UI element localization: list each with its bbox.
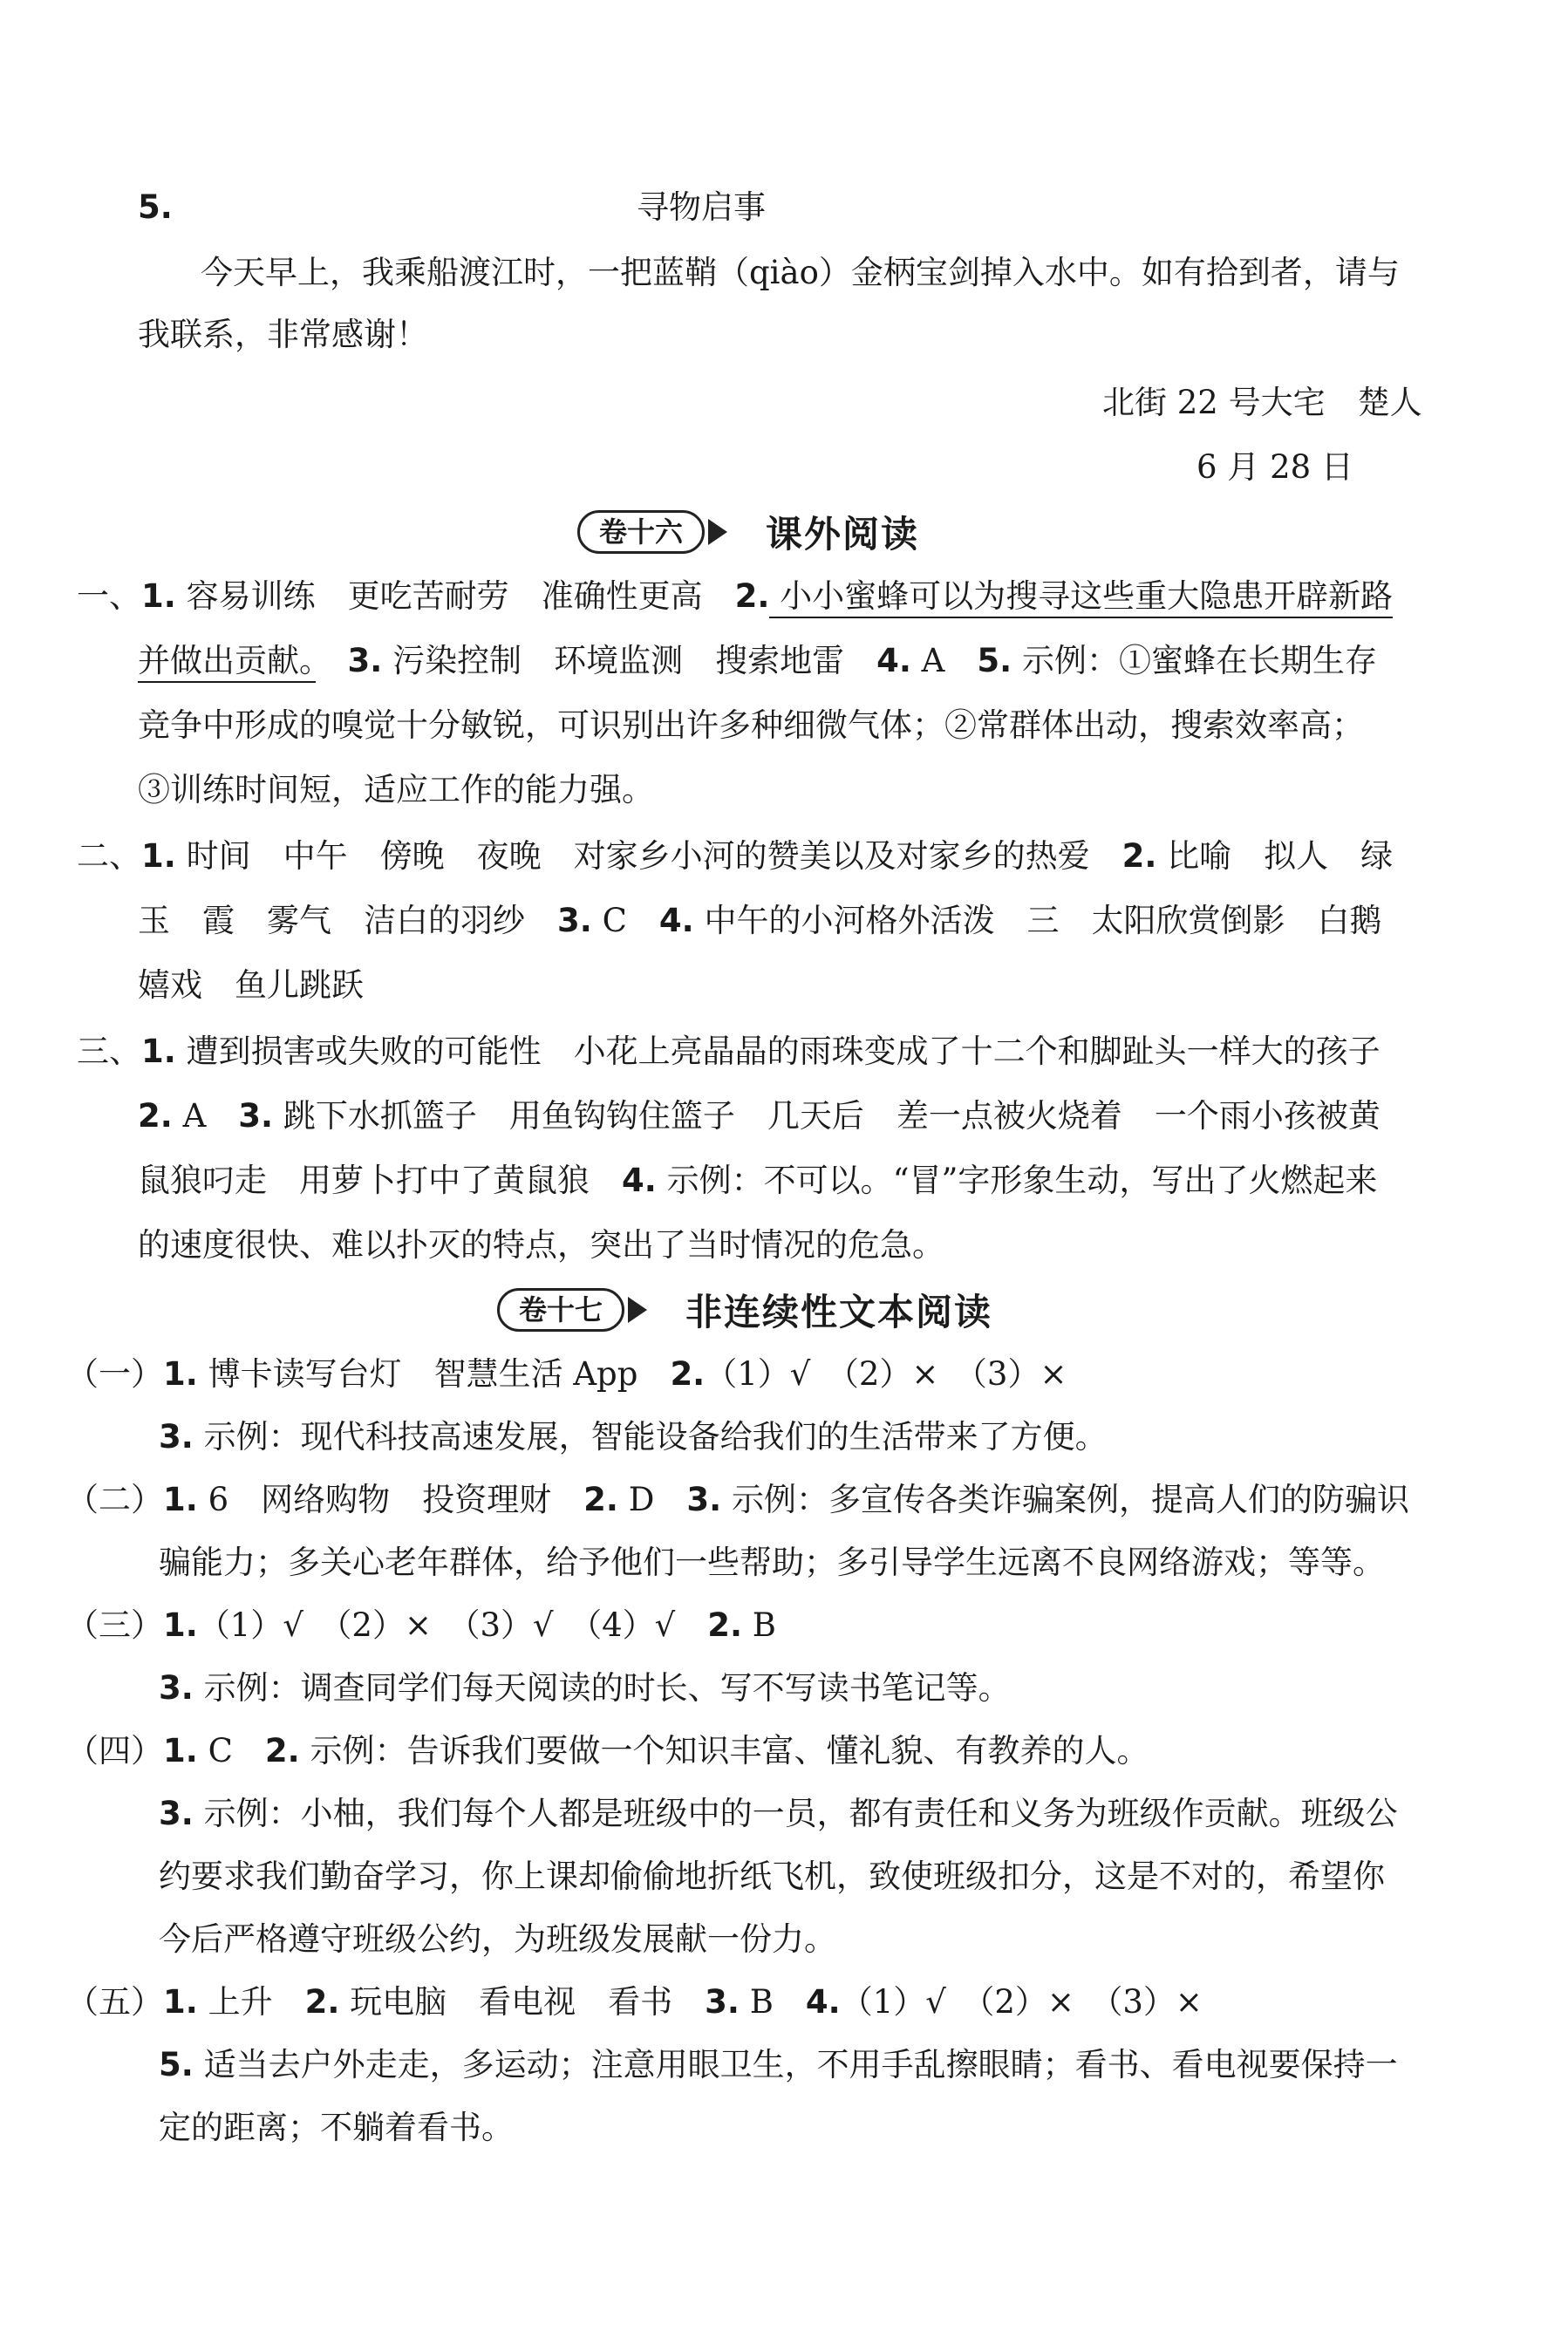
section-header-17 — [497, 1285, 992, 1334]
notice-signature: 北街 22 号大宅 楚人 — [1102, 384, 1422, 421]
answer-line: 3. 示例：现代科技高速发展，智能设备给我们的生活带来了方便。 — [159, 1418, 1108, 1456]
section-tag: 卷十七 — [497, 1288, 624, 1332]
answer-line: 玉 霞 雾气 洁白的羽纱 3. C 4. 中午的小河格外活泼 三 太阳欣赏倒影 白鹅 — [138, 902, 1382, 939]
notice-body-line: 今天早上，我乘船渡江时，一把蓝鞘（qiào）金柄宝剑掉入水中。如有拾到者，请与 — [201, 254, 1400, 291]
answer-line: （一）1. 博卡读写台灯 智慧生活 App 2.（1）√ （2）× （3）× — [66, 1355, 1067, 1393]
answer-line: 约要求我们勤奋学习，你上课却偷偷地折纸飞机，致使班级扣分，这是不对的，希望你 — [159, 1858, 1385, 1895]
notice-date: 6 月 28 日 — [1196, 448, 1353, 486]
section-tag: 卷十六 — [577, 510, 705, 554]
answer-line: 3. 示例：小柚，我们每个人都是班级中的一员，都有责任和义务为班级作贡献。班级公 — [159, 1795, 1398, 1832]
play-arrow-icon — [628, 1297, 647, 1323]
answer-line: 骗能力；多关心老年群体，给予他们一些帮助；多引导学生远离不良网络游戏；等等。 — [159, 1544, 1385, 1581]
notice-title: 寻物启事 — [637, 188, 766, 226]
answer-line: 5. 适当去户外走走，多运动；注意用眼卫生，不用手乱擦眼睛；看书、看电视要保持一 — [159, 2046, 1398, 2083]
answer-line: （五）1. 上升 2. 玩电脑 看电视 看书 3. B 4.（1）√ （2）× （3）× — [66, 1983, 1203, 2021]
answer-line: （二）1. 6 网络购物 投资理财 2. D 3. 示例：多宣传各类诈骗案例，提高人们的防骗识 — [66, 1481, 1409, 1518]
section-title: 课外阅读 — [766, 513, 920, 556]
answer-line: 二、1. 时间 中午 傍晚 夜晚 对家乡小河的赞美以及对家乡的热爱 2. 比喻 拟人 绿 — [77, 837, 1394, 875]
answer-line: 鼠狼叼走 用萝卜打中了黄鼠狼 4. 示例：不可以。“冒”字形象生动，写出了火燃起来 — [138, 1162, 1378, 1199]
answer-line: 今后严格遵守班级公约，为班级发展献一份力。 — [159, 1920, 836, 1958]
answer-line: ③训练时间短，适应工作的能力强。 — [138, 771, 654, 808]
answer-line: （四）1. C 2. 示例：告诉我们要做一个知识丰富、懂礼貌、有教养的人。 — [66, 1732, 1149, 1769]
answer-line: 并做出贡献。 3. 污染控制 环境监测 搜索地雷 4. A 5. 示例：①蜜蜂在长期生存 — [138, 638, 1377, 684]
answer-line: 的速度很快、难以扑灭的特点，突出了当时情况的危急。 — [138, 1226, 944, 1264]
answer-line: 2. A 3. 跳下水抓篮子 用鱼钩钩住篮子 几天后 差一点被火烧着 一个雨小孩被黄 — [138, 1097, 1381, 1135]
play-arrow-icon — [708, 519, 727, 545]
section-title: 非连续性文本阅读 — [685, 1291, 993, 1333]
answer-line: 三、1. 遭到损害或失败的可能性 小花上亮晶晶的雨珠变成了十二个和脚趾头一样大的孩子 — [77, 1033, 1381, 1070]
notice-number: 5. — [138, 188, 173, 226]
notice-body-line: 我联系，非常感谢！ — [138, 316, 428, 353]
answer-line: 嬉戏 鱼儿跳跃 — [138, 966, 364, 1004]
section-header-16 — [577, 508, 919, 556]
answer-line: 一、1. 容易训练 更吃苦耐劳 准确性更高 2. 小小蜜蜂可以为搜寻这些重大隐患开辟新路 — [77, 574, 1393, 619]
answer-line: 竞争中形成的嗅觉十分敏锐，可识别出许多种细微气体；②常群体出动，搜索效率高； — [138, 706, 1364, 744]
answer-line: （三）1.（1）√ （2）× （3）√ （4）√ 2. B — [66, 1606, 776, 1644]
answer-line: 3. 示例：调查同学们每天阅读的时长、写不写读书笔记等。 — [159, 1669, 1011, 1707]
answer-line: 定的距离；不躺着看书。 — [159, 2109, 514, 2146]
